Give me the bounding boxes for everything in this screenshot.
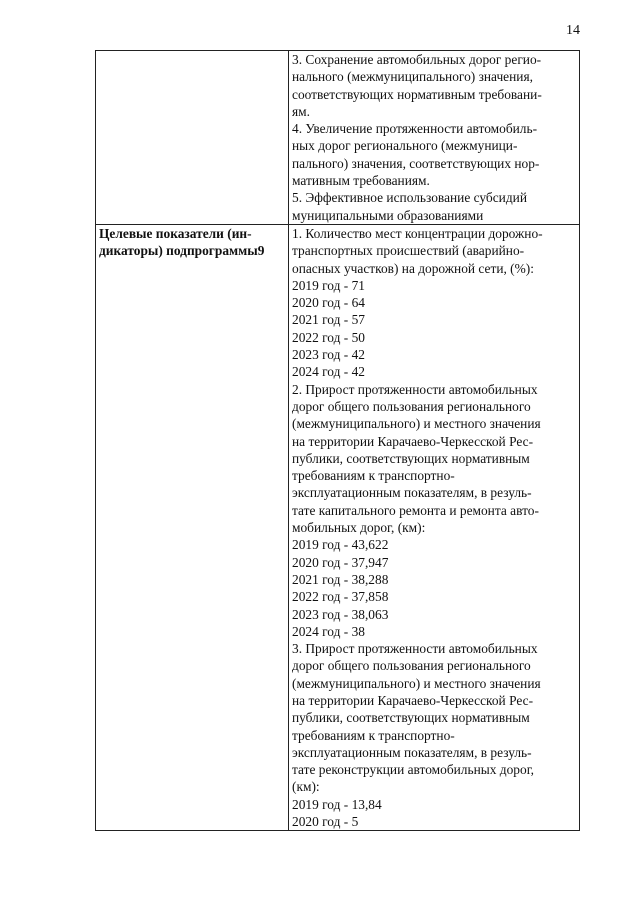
- text-line: 2022 год - 37,858: [292, 589, 389, 605]
- text-line: публики, соответствующих нормативным: [292, 710, 530, 726]
- text-line: ных дорог регионального (межмуници-: [292, 138, 518, 154]
- row2-header-lines: [99, 225, 286, 260]
- text-line: 4. Увеличение протяженности автомобиль-: [292, 121, 538, 137]
- text-line: требованиям к транспортно-: [292, 727, 455, 743]
- text-line: дикаторы) подпрограммы9: [99, 243, 265, 259]
- row1-label-cell: [96, 51, 289, 225]
- text-line: 2023 год - 38,063: [292, 606, 389, 622]
- text-line: 2. Прирост протяженности автомобильных: [292, 381, 538, 397]
- text-line: эксплуатационным показателям, в резуль-: [292, 485, 532, 501]
- passport-table: [95, 50, 580, 831]
- text-line: публики, соответствующих нормативным: [292, 450, 530, 466]
- table-row-indicators: [96, 224, 580, 830]
- text-line: 5. Эффективное использование субсидий: [292, 190, 527, 206]
- text-line: транспортных происшествий (аварийно-: [292, 243, 525, 259]
- text-line: Целевые показатели (ин-: [99, 225, 252, 241]
- text-line: тате капитального ремонта и ремонта авто-: [292, 502, 539, 518]
- row1-content-cell: [289, 51, 580, 225]
- text-line: 2020 год - 37,947: [292, 554, 389, 570]
- text-line: мобильных дорог, (км):: [292, 520, 426, 536]
- text-line: 3. Прирост протяженности автомобильных: [292, 641, 538, 657]
- row2-label-cell: [96, 224, 289, 830]
- page-number: 14: [566, 23, 580, 38]
- text-line: дорог общего пользования регионального: [292, 658, 531, 674]
- table-row-tasks: [96, 51, 580, 225]
- text-line: (км):: [292, 779, 320, 795]
- text-line: 2019 год - 71: [292, 277, 365, 293]
- text-line: 2024 год - 38: [292, 623, 365, 639]
- text-line: мативным требованиям.: [292, 173, 430, 189]
- text-line: 2019 год - 13,84: [292, 796, 382, 812]
- text-line: на территории Карачаево-Черкесской Рес-: [292, 692, 534, 708]
- text-line: требованиям к транспортно-: [292, 468, 455, 484]
- text-line: 2022 год - 50: [292, 329, 365, 345]
- row2-content-cell: [289, 224, 580, 830]
- text-line: эксплуатационным показателям, в резуль-: [292, 744, 532, 760]
- text-line: соответствующих нормативным требовани-: [292, 86, 542, 102]
- text-line: 2020 год - 64: [292, 295, 365, 311]
- text-line: пального) значения, соответствующих нор-: [292, 155, 540, 171]
- text-line: 1. Количество мест концентрации дорожно-: [292, 225, 543, 241]
- text-line: 3. Сохранение автомобильных дорог регио-: [292, 52, 542, 67]
- text-line: опасных участков) на дорожной сети, (%):: [292, 260, 534, 276]
- text-line: (межмуниципального) и местного значения: [292, 675, 541, 691]
- text-line: дорог общего пользования регионального: [292, 398, 531, 414]
- text-line: на территории Карачаево-Черкесской Рес-: [292, 433, 534, 449]
- text-line: ям.: [292, 103, 310, 119]
- text-line: 2021 год - 57: [292, 312, 365, 328]
- text-line: 2024 год - 42: [292, 364, 365, 380]
- row1-lines: [292, 51, 577, 224]
- row2-lines: [292, 225, 577, 830]
- text-line: 2019 год - 43,622: [292, 537, 389, 553]
- text-line: (межмуниципального) и местного значения: [292, 416, 541, 432]
- text-line: тате реконструкции автомобильных дорог,: [292, 762, 535, 778]
- text-line: муниципальными образованиями: [292, 207, 484, 223]
- text-line: 2021 год - 38,288: [292, 571, 389, 587]
- text-line: 2020 год - 5: [292, 814, 359, 830]
- text-line: нального (межмуниципального) значения,: [292, 69, 533, 85]
- text-line: 2023 год - 42: [292, 347, 365, 363]
